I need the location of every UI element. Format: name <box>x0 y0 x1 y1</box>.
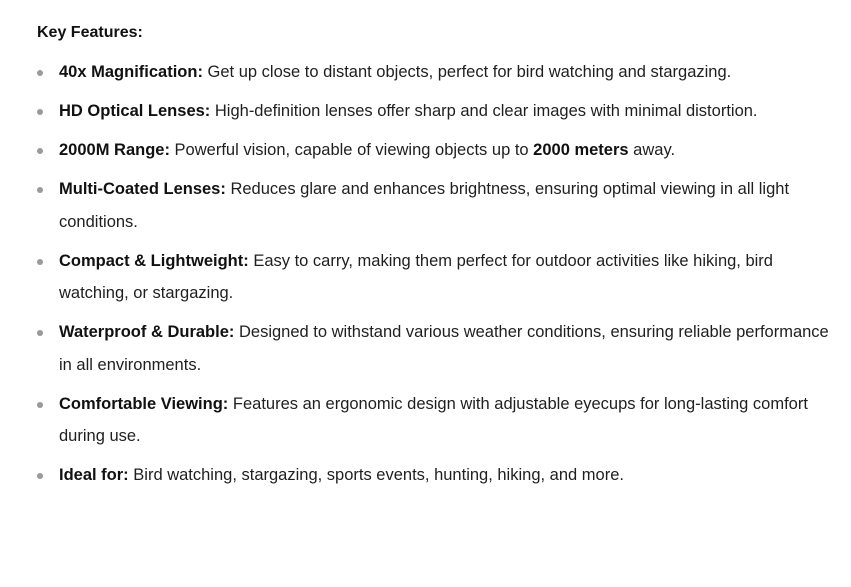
feature-label: Compact & Lightweight: <box>59 251 249 270</box>
feature-text: Designed to withstand various weather conditions, ensuring reliable performance in all environments. <box>59 323 829 374</box>
feature-item-multi-coated <box>37 173 831 238</box>
feature-item-comfortable-viewing <box>37 388 831 453</box>
feature-item-range <box>37 134 831 167</box>
bullet-icon <box>37 259 43 265</box>
bullet-icon <box>37 187 43 193</box>
bullet-icon <box>37 473 43 479</box>
feature-label: 2000M Range: <box>59 141 170 159</box>
bullet-icon <box>37 402 43 408</box>
feature-item-waterproof <box>37 316 831 381</box>
feature-label: Waterproof & Durable: <box>59 323 235 341</box>
feature-item-compact <box>37 245 831 310</box>
feature-text: Features an ergonomic design with adjustable eyecups for long-lasting comfort during use. <box>59 394 808 445</box>
feature-text: Easy to carry, making them perfect for outdoor activities like hiking, bird watching, or stargazing. <box>59 251 773 302</box>
feature-item-magnification <box>37 56 831 89</box>
feature-text: Reduces glare and enhances brightness, ensuring optimal viewing in all light conditions. <box>59 180 790 231</box>
feature-text: High-definition lenses offer sharp and clear images with minimal distortion. <box>210 102 758 120</box>
feature-label: HD Optical Lenses: <box>59 102 211 120</box>
feature-text: Powerful vision, capable of viewing objects up to <box>169 141 534 159</box>
bullet-icon <box>37 330 43 336</box>
bullet-icon <box>37 70 43 76</box>
bullet-icon <box>37 109 43 115</box>
feature-label: Ideal for: <box>59 466 129 484</box>
feature-item-ideal-for <box>37 459 831 492</box>
feature-text: Get up close to distant objects, perfect for bird watching and stargazing. <box>202 63 732 81</box>
features-list <box>37 56 831 492</box>
feature-label: 40x Magnification: <box>59 63 203 81</box>
feature-label: Comfortable Viewing: <box>59 394 229 413</box>
bullet-icon <box>37 148 43 154</box>
feature-item-optical-lenses <box>37 95 831 128</box>
feature-text: Bird watching, stargazing, sports events, hunting, hiking, and more. <box>128 466 624 484</box>
feature-emphasis: 2000 meters <box>533 141 629 159</box>
feature-text-end: away. <box>628 141 676 159</box>
section-heading: Key Features: <box>37 24 143 41</box>
feature-label: Multi-Coated Lenses: <box>59 180 226 198</box>
